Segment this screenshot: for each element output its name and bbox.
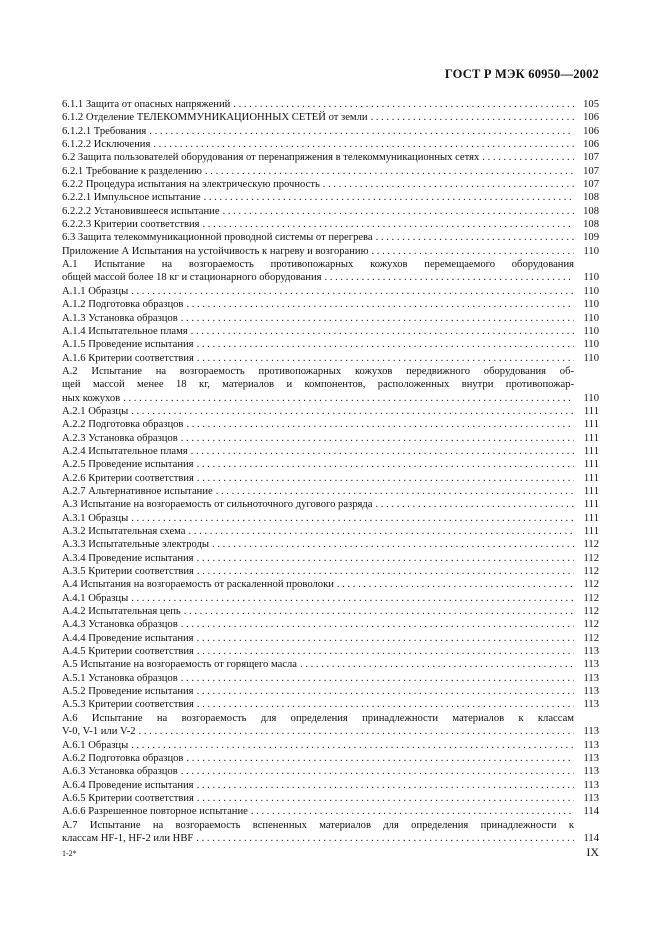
toc-dot-leader bbox=[197, 565, 574, 578]
toc-entry bbox=[62, 298, 599, 311]
toc-dot-leader bbox=[191, 445, 574, 458]
toc-entry-title: А.6.3 Установка образцов bbox=[62, 766, 178, 778]
toc-entry-title: А.3.5 Критерии соответствия bbox=[62, 566, 194, 578]
toc-entry-row bbox=[62, 792, 599, 805]
toc-page-number: 111 bbox=[583, 445, 599, 457]
toc-dot-leader bbox=[337, 578, 574, 591]
toc-page-number: 112 bbox=[583, 619, 599, 631]
toc-page-number: 112 bbox=[583, 606, 599, 618]
toc-dot-leader bbox=[131, 285, 574, 298]
toc-dot-leader bbox=[186, 418, 574, 431]
toc-dot-leader bbox=[196, 832, 574, 845]
toc-entry-title: общей массой более 18 кг и стационарного оборудования bbox=[62, 272, 322, 284]
toc-page-number: 113 bbox=[583, 646, 599, 658]
toc-entry-row bbox=[62, 138, 599, 151]
toc-page-number: 110 bbox=[583, 272, 599, 284]
toc-dot-leader bbox=[372, 245, 575, 258]
toc-page-number: 106 bbox=[583, 125, 599, 137]
toc-dot-leader bbox=[181, 618, 574, 631]
toc-page-number: 108 bbox=[583, 205, 599, 217]
toc-dot-leader bbox=[181, 312, 574, 325]
toc-entry-row bbox=[62, 352, 599, 365]
toc-entry bbox=[62, 325, 599, 338]
toc-dot-leader bbox=[197, 352, 574, 365]
toc-entry bbox=[62, 285, 599, 298]
toc-entry bbox=[62, 245, 599, 258]
toc-page-number: 113 bbox=[583, 779, 599, 791]
toc-page-number: 113 bbox=[583, 726, 599, 738]
toc-entry-row bbox=[62, 205, 599, 218]
toc-entry-title: А.6.2 Подготовка образцов bbox=[62, 752, 184, 764]
toc-entry-title: А.1.2 Подготовка образцов bbox=[62, 299, 184, 311]
toc-entry-row bbox=[62, 125, 599, 138]
toc-entry-title: А.6.4 Проведение испытания bbox=[62, 779, 194, 791]
toc-entry-title: А.6.6 Разрешенное повторное испытание bbox=[62, 806, 248, 818]
toc-dot-leader bbox=[131, 405, 574, 418]
toc-page-number: 112 bbox=[583, 632, 599, 644]
toc-page-number: 106 bbox=[583, 112, 599, 124]
toc-page-number: 111 bbox=[583, 512, 599, 524]
toc-entry bbox=[62, 618, 599, 631]
toc-entry-title: А.6.1 Образцы bbox=[62, 739, 129, 751]
toc-entry-title: А.2.3 Установка образцов bbox=[62, 432, 178, 444]
toc-entry bbox=[62, 338, 599, 351]
toc-entry-title: А.5.2 Проведение испытания bbox=[62, 686, 194, 698]
toc-entry-row bbox=[62, 245, 599, 258]
toc-entry bbox=[62, 485, 599, 498]
toc-entry-row bbox=[62, 271, 599, 284]
toc-entry-title: А.3.4 Проведение испытания bbox=[62, 552, 194, 564]
toc-page-number: 114 bbox=[583, 832, 599, 844]
toc-page-number: 113 bbox=[583, 659, 599, 671]
toc-entry bbox=[62, 552, 599, 565]
toc-entry-row bbox=[62, 405, 599, 418]
toc-page-number: 109 bbox=[583, 232, 599, 244]
toc-entry bbox=[62, 151, 599, 164]
toc-dot-leader bbox=[131, 739, 574, 752]
toc-entry bbox=[62, 98, 599, 111]
toc-entry-title: 6.2.2.2 Установившееся испытание bbox=[62, 205, 220, 217]
toc-entry bbox=[62, 765, 599, 778]
document-header-title: ГОСТ Р МЭК 60950—2002 bbox=[444, 67, 599, 81]
toc-dot-leader bbox=[139, 725, 574, 738]
toc-entry bbox=[62, 405, 599, 418]
toc-dot-leader bbox=[325, 271, 575, 284]
toc-page-number: 112 bbox=[583, 539, 599, 551]
toc-entry bbox=[62, 805, 599, 818]
toc-entry-text-line: А.1 Испытание на возгораемость противопожарных кожухов перемещаемого оборудования bbox=[62, 259, 574, 271]
toc-entry bbox=[62, 418, 599, 431]
toc-entry-row bbox=[62, 485, 599, 498]
toc-dot-leader bbox=[197, 338, 574, 351]
toc-entry-row bbox=[62, 98, 599, 111]
toc-entry bbox=[62, 472, 599, 485]
toc-page-number: 113 bbox=[583, 672, 599, 684]
toc-page-number: 110 bbox=[583, 352, 599, 364]
toc-entry bbox=[62, 218, 599, 231]
toc-entry-title: А.2.1 Образцы bbox=[62, 405, 129, 417]
toc-entry-row bbox=[62, 765, 599, 778]
toc-entry-row bbox=[62, 525, 599, 538]
toc-dot-leader bbox=[197, 685, 574, 698]
toc-entry-title: А.3 Испытание на возгораемость от сильноточного дугового разряда bbox=[62, 499, 373, 511]
toc-dot-leader bbox=[223, 205, 574, 218]
toc-dot-leader bbox=[186, 298, 574, 311]
toc-dot-leader bbox=[197, 698, 574, 711]
toc-dot-leader bbox=[203, 218, 575, 231]
toc-entry-row bbox=[62, 432, 599, 445]
toc-entry-row bbox=[62, 592, 599, 605]
toc-entry bbox=[62, 712, 599, 739]
toc-page-number: 111 bbox=[583, 459, 599, 471]
toc-entry bbox=[62, 231, 599, 244]
toc-entry bbox=[62, 258, 599, 285]
toc-entry-row bbox=[62, 752, 599, 765]
toc-entry bbox=[62, 752, 599, 765]
toc-entry-row bbox=[62, 325, 599, 338]
toc-entry-title: А.1.3 Установка образцов bbox=[62, 312, 178, 324]
toc-entry-title: А.6.5 Критерии соответствия bbox=[62, 792, 194, 804]
toc-entry-title: А.4 Испытания на возгораемость от раскаленной проволоки bbox=[62, 579, 334, 591]
toc-page-number: 111 bbox=[583, 419, 599, 431]
toc-entry-row bbox=[62, 191, 599, 204]
toc-page-number: 113 bbox=[583, 752, 599, 764]
toc-dot-leader bbox=[131, 512, 574, 525]
toc-entry-title: А.5 Испытание на возгораемость от горящего масла bbox=[62, 659, 298, 671]
toc-entry-title: А.1.1 Образцы bbox=[62, 285, 129, 297]
toc-dot-leader bbox=[205, 165, 574, 178]
toc-entry-text-line: щей массой менее 18 кг, материалов и компонентов, расположенных внутри противопожар- bbox=[62, 379, 574, 391]
toc-entry bbox=[62, 525, 599, 538]
toc-entry-row bbox=[62, 685, 599, 698]
toc-entry-text-line: А.2 Испытание на возгораемость противопожарных кожухов передвижного оборудования об- bbox=[62, 365, 574, 377]
toc-dot-leader bbox=[204, 191, 574, 204]
toc-page-number: 110 bbox=[583, 312, 599, 324]
toc-entry bbox=[62, 205, 599, 218]
toc-entry-row bbox=[62, 111, 599, 124]
toc-entry-title: Приложение А Испытания на устойчивость к нагреву и возгоранию bbox=[62, 245, 369, 257]
toc-dot-leader bbox=[482, 151, 574, 164]
toc-entry-title: 6.2.2.3 Критерии соответствия bbox=[62, 219, 200, 231]
toc-entry-title: 6.1.2.2 Исключения bbox=[62, 139, 151, 151]
toc-entry-title: А.1.5 Проведение испытания bbox=[62, 339, 194, 351]
toc-dot-leader bbox=[191, 325, 574, 338]
toc-entry-row bbox=[62, 672, 599, 685]
toc-entry-row bbox=[62, 739, 599, 752]
toc-dot-leader bbox=[189, 525, 575, 538]
toc-entry-row bbox=[62, 805, 599, 818]
toc-entry-title: А.1.6 Критерии соответствия bbox=[62, 352, 194, 364]
toc-entry bbox=[62, 165, 599, 178]
toc-page-number: 110 bbox=[583, 299, 599, 311]
toc-entry-row bbox=[62, 178, 599, 191]
toc-dot-leader bbox=[186, 752, 574, 765]
toc-entry-title: А.2.7 Альтернативное испытание bbox=[62, 485, 213, 497]
toc-page-number: 113 bbox=[583, 766, 599, 778]
toc-entry bbox=[62, 632, 599, 645]
toc-entry-row bbox=[62, 498, 599, 511]
toc-page-number: 110 bbox=[583, 285, 599, 297]
toc-entry-row bbox=[62, 445, 599, 458]
toc-entry-row bbox=[62, 779, 599, 792]
toc-entry bbox=[62, 312, 599, 325]
toc-entry-row bbox=[62, 725, 599, 738]
toc-entry-title: А.4.2 Испытательная цепь bbox=[62, 606, 181, 618]
toc-dot-leader bbox=[123, 392, 574, 405]
toc-entry bbox=[62, 779, 599, 792]
toc-page-number: 111 bbox=[583, 499, 599, 511]
toc-page-number: 110 bbox=[583, 325, 599, 337]
toc-page-number: 111 bbox=[583, 526, 599, 537]
toc-entry-title: V-0, V-1 или V-2 bbox=[62, 726, 136, 738]
toc-page-number: 112 bbox=[583, 592, 599, 604]
toc-entry-row bbox=[62, 832, 599, 845]
toc-entry bbox=[62, 352, 599, 365]
toc-page-number: 112 bbox=[583, 566, 599, 578]
toc-entry bbox=[62, 432, 599, 445]
toc-entry-title: ных кожухов bbox=[62, 392, 121, 404]
toc-page-number: 112 bbox=[583, 579, 599, 591]
toc-entry-row bbox=[62, 658, 599, 671]
toc-page-number: 110 bbox=[583, 339, 599, 351]
toc-entry-row bbox=[62, 338, 599, 351]
toc-dot-leader bbox=[184, 605, 574, 618]
toc-dot-leader bbox=[251, 805, 574, 818]
toc-page-number: 108 bbox=[583, 192, 599, 204]
toc-entry bbox=[62, 672, 599, 685]
toc-entry-title: А.1.4 Испытательное пламя bbox=[62, 325, 188, 337]
toc-page-number: 110 bbox=[583, 392, 599, 404]
toc-page-number: 111 bbox=[583, 472, 599, 484]
toc-entry bbox=[62, 698, 599, 711]
toc-dot-leader bbox=[131, 592, 574, 605]
toc-entry-row bbox=[62, 605, 599, 618]
toc-entry-title: 6.2.1 Требование к разделению bbox=[62, 165, 202, 177]
toc-entry bbox=[62, 138, 599, 151]
toc-page-number: 105 bbox=[583, 99, 599, 110]
toc-dot-leader bbox=[153, 138, 574, 151]
toc-entry-row bbox=[62, 618, 599, 631]
toc-entry-row bbox=[62, 392, 599, 405]
toc-entry bbox=[62, 365, 599, 405]
toc-entry-title: 6.3 Защита телекоммуникационной проводной системы от перегрева bbox=[62, 232, 373, 244]
toc-entry-title: 6.1.2 Отделение ТЕЛЕКОММУНИКАЦИОННЫХ СЕТЕЙ от земли bbox=[62, 112, 368, 124]
toc-dot-leader bbox=[149, 125, 574, 138]
toc-page-number: 108 bbox=[583, 219, 599, 231]
toc-entry-row bbox=[62, 578, 599, 591]
toc-dot-leader bbox=[197, 779, 574, 792]
toc-entry-title: 6.2.2.1 Импульсное испытание bbox=[62, 192, 201, 204]
toc-entry-row bbox=[62, 552, 599, 565]
toc-page-number: 113 bbox=[583, 699, 599, 711]
toc-entry-row bbox=[62, 645, 599, 658]
toc-entry bbox=[62, 592, 599, 605]
toc-entry bbox=[62, 538, 599, 551]
toc-page-number: 106 bbox=[583, 139, 599, 151]
toc-entry bbox=[62, 498, 599, 511]
toc-entry bbox=[62, 658, 599, 671]
toc-entry-row bbox=[62, 418, 599, 431]
toc-entry-title: А.4.1 Образцы bbox=[62, 592, 129, 604]
toc-entry-text-line: А.7 Испытание на возгораемость вспененных материалов для определения принадлежности к bbox=[62, 819, 574, 831]
toc-entry-title: А.2.5 Проведение испытания bbox=[62, 459, 194, 471]
toc-entry-row bbox=[62, 312, 599, 325]
toc-dot-leader bbox=[216, 485, 574, 498]
toc-dot-leader bbox=[197, 632, 574, 645]
toc-entry-row bbox=[62, 458, 599, 471]
footer-page-number: IX bbox=[586, 845, 599, 859]
toc-entry-title: А.4.4 Проведение испытания bbox=[62, 632, 194, 644]
footer-sheet-mark: 1-2* bbox=[62, 849, 77, 858]
toc-entry-title: А.5.3 Критерии соответствия bbox=[62, 699, 194, 711]
toc-entry-title: А.3.2 Испытательная схема bbox=[62, 526, 186, 537]
toc-entry-title: 6.1.1 Защита от опасных напряжений bbox=[62, 99, 231, 110]
toc-dot-leader bbox=[375, 498, 574, 511]
toc-entry bbox=[62, 792, 599, 805]
toc-entry-row bbox=[62, 538, 599, 551]
table-of-contents bbox=[62, 98, 599, 845]
toc-page-number: 111 bbox=[583, 405, 599, 417]
toc-entry-title: А.5.1 Установка образцов bbox=[62, 672, 178, 684]
toc-entry-row bbox=[62, 151, 599, 164]
toc-page-number: 113 bbox=[583, 686, 599, 698]
toc-dot-leader bbox=[197, 458, 574, 471]
toc-dot-leader bbox=[197, 472, 574, 485]
toc-page-number: 107 bbox=[583, 165, 599, 177]
toc-dot-leader bbox=[233, 98, 574, 111]
toc-entry-title: А.2.2 Подготовка образцов bbox=[62, 419, 184, 431]
toc-page-number: 111 bbox=[583, 432, 599, 444]
toc-entry bbox=[62, 111, 599, 124]
toc-entry bbox=[62, 191, 599, 204]
toc-dot-leader bbox=[300, 658, 574, 671]
toc-entry-title: А.4.5 Критерии соответствия bbox=[62, 646, 194, 658]
toc-entry-title: А.2.6 Критерии соответствия bbox=[62, 472, 194, 484]
toc-entry-title: классам HF-1, HF-2 или HBF bbox=[62, 832, 194, 844]
toc-dot-leader bbox=[212, 538, 574, 551]
toc-entry-title: 6.2.2 Процедура испытания на электрическую прочность bbox=[62, 179, 320, 191]
toc-entry-title: 6.2 Защита пользователей оборудования от перенапряжения в телекоммуникационных сетях bbox=[62, 152, 480, 164]
toc-entry bbox=[62, 565, 599, 578]
toc-dot-leader bbox=[181, 672, 574, 685]
toc-entry bbox=[62, 512, 599, 525]
toc-entry bbox=[62, 178, 599, 191]
toc-page-number: 107 bbox=[583, 179, 599, 191]
toc-entry-row bbox=[62, 218, 599, 231]
toc-page-number: 113 bbox=[583, 739, 599, 751]
toc-dot-leader bbox=[197, 792, 574, 805]
toc-entry-title: А.3.3 Испытательные электроды bbox=[62, 539, 210, 551]
toc-entry bbox=[62, 125, 599, 138]
toc-dot-leader bbox=[197, 645, 574, 658]
toc-entry-row bbox=[62, 231, 599, 244]
toc-entry-row bbox=[62, 565, 599, 578]
toc-entry bbox=[62, 685, 599, 698]
toc-entry-row bbox=[62, 298, 599, 311]
toc-dot-leader bbox=[197, 552, 574, 565]
toc-entry-title: А.2.4 Испытательное пламя bbox=[62, 445, 188, 457]
toc-page-number: 113 bbox=[583, 792, 599, 804]
toc-dot-leader bbox=[376, 231, 574, 244]
toc-entry bbox=[62, 605, 599, 618]
toc-entry-title: А.3.1 Образцы bbox=[62, 512, 129, 524]
toc-dot-leader bbox=[181, 765, 574, 778]
toc-entry-row bbox=[62, 285, 599, 298]
toc-entry-row bbox=[62, 512, 599, 525]
toc-entry bbox=[62, 739, 599, 752]
toc-entry bbox=[62, 578, 599, 591]
toc-page-number: 107 bbox=[583, 152, 599, 164]
toc-entry-row bbox=[62, 165, 599, 178]
toc-entry bbox=[62, 458, 599, 471]
toc-dot-leader bbox=[323, 178, 574, 191]
toc-dot-leader bbox=[181, 432, 574, 445]
toc-entry bbox=[62, 645, 599, 658]
toc-entry-row bbox=[62, 632, 599, 645]
toc-page-number: 114 bbox=[583, 806, 599, 818]
toc-entry-row bbox=[62, 698, 599, 711]
toc-entry-row bbox=[62, 472, 599, 485]
toc-entry bbox=[62, 445, 599, 458]
toc-dot-leader bbox=[371, 111, 574, 124]
toc-page-number: 110 bbox=[583, 245, 599, 257]
toc-entry bbox=[62, 819, 599, 846]
toc-entry-text-line: А.6 Испытание на возгораемость для определения принадлежности материалов к классам bbox=[62, 712, 574, 724]
toc-page-number: 111 bbox=[583, 485, 599, 497]
toc-entry-title: А.4.3 Установка образцов bbox=[62, 619, 178, 631]
toc-entry-title: 6.1.2.1 Требования bbox=[62, 125, 147, 137]
toc-page-number: 112 bbox=[583, 552, 599, 564]
